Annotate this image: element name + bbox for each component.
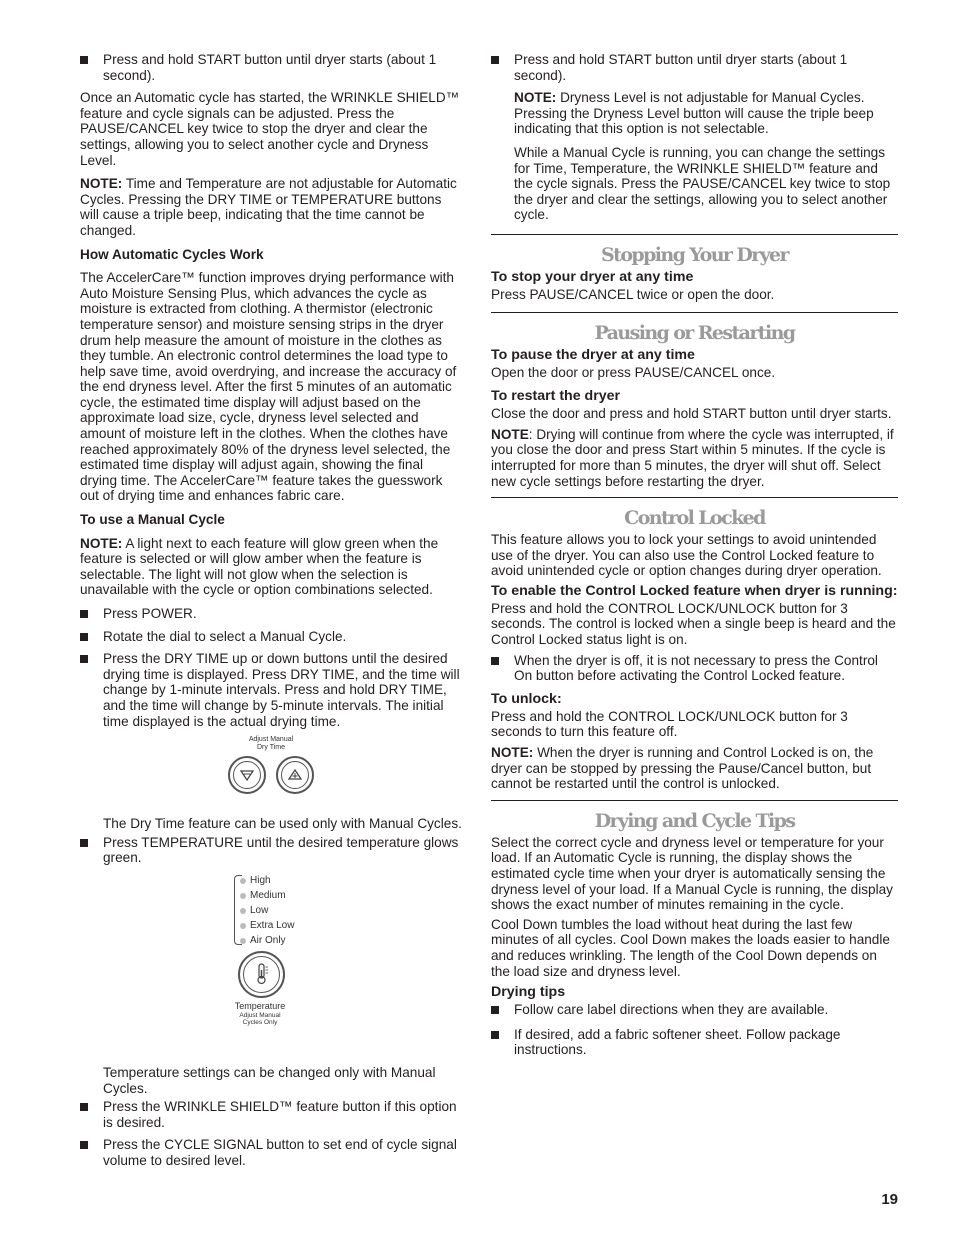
indicator-light-icon xyxy=(240,878,246,884)
list-item: Press TEMPERATURE until the desired temperature glows green. xyxy=(80,835,462,866)
note-text: Time and Temperature are not adjustable for Automatic Cycles. Pressing the DRY TIME or TEMPERATURE buttons will cause a triple beep, indicating that the time cannot be changed. xyxy=(80,176,457,238)
figure-caption: Temperature xyxy=(234,1000,286,1011)
locked-bullet-list xyxy=(491,653,898,684)
note xyxy=(514,90,898,137)
indicator-light-icon xyxy=(240,938,246,944)
paragraph: Press and hold the CONTROL LOCK/UNLOCK button for 3 seconds to turn this feature off. xyxy=(491,708,848,740)
list-item: Follow care label directions when they are available. xyxy=(491,1002,898,1018)
subheading: To unlock: xyxy=(491,690,562,707)
section-title-stopping: Stopping Your Dryer xyxy=(601,243,788,266)
paragraph: Once an Automatic cycle has started, the WRINKLE SHIELD™ feature and cycle signals can be adjusted. Press the PAUSE/CANCEL key twice to stop the dryer and clear the settings, allowing you to select another cycle and Dryness Level. xyxy=(80,90,460,168)
subheading: To enable the Control Locked feature when dryer is running: xyxy=(491,582,898,599)
start-bullet-list xyxy=(491,52,898,83)
indicator-light-icon xyxy=(240,923,246,929)
indicator-light-icon xyxy=(240,893,246,899)
dry-time-figure xyxy=(80,736,462,816)
section-divider xyxy=(491,800,898,801)
list-item: Press and hold START button until dryer starts (about 1 second). xyxy=(80,52,462,83)
temperature-levels xyxy=(240,873,294,949)
note xyxy=(80,536,462,598)
paragraph: The AccelerCare™ function improves drying performance with Auto Moisture Sensing Plus, which advances the cycle as moisture is extracted from clothing. A thermistor (electronic temperature sensor) and moisture sensing strips in the dryer drum help measure the amount of moisture in the clothes as they tumble. An electronic control determines the load type to help save time, avoid overdrying, and increase the accuracy of the end dryness level. After the first 5 minutes of an automatic cycle, the estimated time display will adjust based on the approximate load size, cycle, dryness level selected and amount of moisture left in the clothes. When the clothes have reached approximately 80% of the dryness level selected, the estimated time display will adjust again, showing the final drying time. The AccelerCare™ feature takes the guesswork out of drying time and enhances fabric care. xyxy=(80,270,457,504)
note-text: : Drying will continue from where the cycle was interrupted, if you close the door and press Start within 5 minutes. If the cycle is interrupted for more than 5 minutes, the dryer will shut off. Select new cycle settings before restarting the dryer. xyxy=(491,426,894,489)
level-label: Extra Low xyxy=(250,920,295,932)
paragraph: Press and hold the CONTROL LOCK/UNLOCK button for 3 seconds. The control is locked when a single beep is heard and the Control Locked status light is on. xyxy=(491,600,896,648)
list-item: If desired, add a fabric softener sheet. Follow package instructions. xyxy=(491,1027,898,1058)
subheading-manual-cycle: To use a Manual Cycle xyxy=(80,512,225,528)
up-arrow-icon xyxy=(281,761,309,789)
subheading: Drying tips xyxy=(491,984,566,1001)
list-item: Press the DRY TIME up or down buttons until the desired drying time is displayed. Press DRY TIME, and the time will change by 1-minute intervals. Press and hold DRY TIME, and the time will change by 5-minute intervals. The initial time displayed is the actual drying time. xyxy=(80,651,462,729)
note-text: Dryness Level is not adjustable for Manual Cycles. Pressing the Dryness Level button will cause the triple beep indicating that this option is not selectable. xyxy=(514,90,874,137)
temperature-button xyxy=(238,951,285,998)
right-column xyxy=(491,52,898,1065)
temperature-level xyxy=(240,903,294,918)
temperature-level xyxy=(240,888,294,903)
paragraph: Open the door or press PAUSE/CANCEL once. xyxy=(491,364,776,380)
note-label: NOTE: xyxy=(80,535,123,551)
temperature-level xyxy=(240,873,294,888)
paragraph: Cool Down tumbles the load without heat during the last few minutes of all cycles. Cool Down makes the loads easier to handle and reduces wrinkling. The length of the Cool Down depends on the load size and dryness level. xyxy=(491,916,890,979)
list-item: Press POWER. xyxy=(80,606,462,622)
manual-continued xyxy=(491,52,898,223)
section-title-control-locked: Control Locked xyxy=(624,507,765,530)
temperature-level xyxy=(240,919,294,934)
note-text: When the dryer is running and Control Locked is on, the dryer can be stopped by pressing the Pause/Cancel button, but cannot be restarted until the control is unlocked. xyxy=(491,745,874,792)
list-item: Press the CYCLE SIGNAL button to set end of cycle signal volume to desired level. xyxy=(80,1137,462,1168)
note xyxy=(80,176,462,238)
dry-time-up-button xyxy=(276,756,314,794)
caption-line: Cycles Only xyxy=(242,1018,278,1026)
section-title-drying-tips: Drying and Cycle Tips xyxy=(594,809,795,832)
level-label: Low xyxy=(250,905,269,917)
level-label: Air Only xyxy=(250,935,286,947)
dry-time-buttons xyxy=(228,756,314,794)
paragraph: Temperature settings can be changed only with Manual Cycles. xyxy=(103,1064,436,1096)
subheading-automatic-cycles: How Automatic Cycles Work xyxy=(80,246,264,262)
section-divider xyxy=(491,312,898,313)
figure-caption: Dry Time xyxy=(257,744,285,752)
note xyxy=(491,427,898,489)
final-steps-list xyxy=(80,1099,462,1168)
note-label: NOTE: xyxy=(80,176,123,192)
subheading: To stop your dryer at any time xyxy=(491,268,694,285)
paragraph: This feature allows you to lock your settings to avoid unintended use of the dryer. You can also use the Control Locked feature to avoid unintended cycle or option changes during dryer operation. xyxy=(491,532,882,579)
note-text: A light next to each feature will glow green when the feature is selected or will glow amber when the feature is selectable. The light will not glow when the selection is unavailable with the cycle or option combinations selected. xyxy=(80,535,439,598)
thermometer-icon xyxy=(243,956,280,993)
level-label: Medium xyxy=(250,889,286,901)
drying-tips-list xyxy=(491,1002,898,1058)
paragraph: Press PAUSE/CANCEL twice or open the door. xyxy=(491,286,775,302)
subheading: To pause the dryer at any time xyxy=(491,346,695,363)
dry-time-down-button xyxy=(228,756,266,794)
paragraph: The Dry Time feature can be used only with Manual Cycles. xyxy=(103,816,462,832)
paragraph: Close the door and press and hold START button until dryer starts. xyxy=(491,406,892,422)
indicator-light-icon xyxy=(240,908,246,914)
down-arrow-icon xyxy=(233,761,261,789)
left-column xyxy=(80,52,462,1176)
subheading: To restart the dryer xyxy=(491,388,621,405)
paragraph: Select the correct cycle and dryness level or temperature for your load. If an Automatic Cycle is running, the display shows the estimated cycle time when your dryer is automatically sensing the dryness level of your load. If a Manual Cycle is running, the display shows the exact number of minutes remaining in the cycle. xyxy=(491,834,893,913)
note-label: NOTE xyxy=(491,426,529,442)
caption-line: Adjust Manual xyxy=(239,1011,281,1019)
list-item: Press the WRINKLE SHIELD™ feature button if this option is desired. xyxy=(80,1099,462,1130)
note-label: NOTE: xyxy=(514,90,557,106)
paragraph: While a Manual Cycle is running, you can change the settings for Time, Temperature, the WRINKLE SHIELD™ feature and the cycle signals. Press the PAUSE/CANCEL key twice to stop the dryer and clear the settings, allowing you to select another cycle. xyxy=(514,144,891,223)
temperature-level xyxy=(240,934,294,949)
temperature-step-list xyxy=(80,835,462,866)
temperature-figure xyxy=(80,873,462,1065)
section-divider xyxy=(491,497,898,498)
section-divider xyxy=(491,234,898,235)
figure-caption: Adjust Manual xyxy=(248,736,294,744)
manual-steps-list xyxy=(80,606,462,729)
list-item: Rotate the dial to select a Manual Cycle. xyxy=(80,629,462,645)
list-item: When the dryer is off, it is not necessary to press the Control On button before activating the Control Locked feature. xyxy=(491,653,898,684)
section-title-pausing: Pausing or Restarting xyxy=(594,321,795,344)
note xyxy=(491,745,898,792)
figure-caption xyxy=(220,1012,300,1026)
level-label: High xyxy=(250,874,271,886)
page-number: 19 xyxy=(881,1191,898,1208)
list-item: Press and hold START button until dryer starts (about 1 second). xyxy=(491,52,898,83)
note-label: NOTE: xyxy=(491,745,534,761)
start-bullet-list xyxy=(80,52,462,83)
